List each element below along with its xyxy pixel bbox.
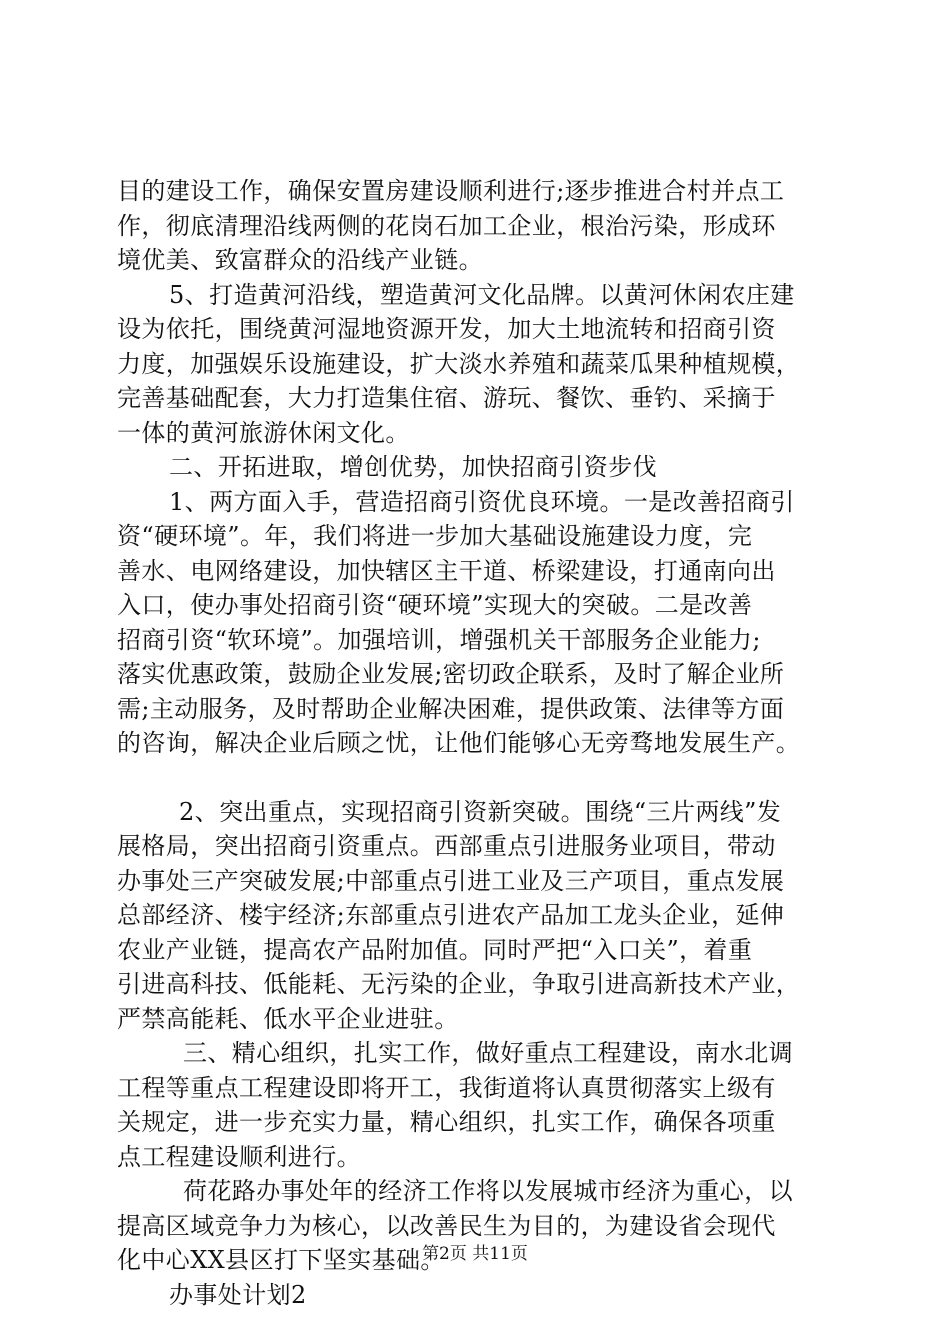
text-line: 点工程建设顺利进行。 xyxy=(117,1142,361,1171)
text-line: 设为依托，围绕黄河湿地资源开发，加大土地流转和招商引资 xyxy=(117,315,776,343)
text-line: 目的建设工作，确保安置房建设顺利进行;逐步推进合村并点工 xyxy=(117,177,785,205)
text-line: 的咨询，解决企业后顾之忧，让他们能够心无旁骛地发展生产。 xyxy=(117,729,801,757)
text-line: 作，彻底清理沿线两侧的花岗石加工企业，根治污染，形成环 xyxy=(117,211,776,240)
text-line: 招商引资“软环境”。加强培训，增强机关干部服务企业能力; xyxy=(117,625,761,654)
text-line: 需;主动服务，及时帮助企业解决困难，提供政策、法律等方面 xyxy=(117,694,785,723)
text-line: 落实优惠政策，鼓励企业发展;密切政企联系，及时了解企业所 xyxy=(117,660,785,688)
section-heading: 二、开拓进取，增创优势，加快招商引资步伐 xyxy=(169,453,657,481)
paragraph-start-line: 2、突出重点，实现招商引资新突破。围绕“三片两线”发 xyxy=(179,797,782,826)
paragraph-start-line: 荷花路办事处年的经济工作将以发展城市经济为重心，以 xyxy=(183,1177,793,1205)
text-line: 关规定，进一步充实力量，精心组织，扎实工作，确保各项重 xyxy=(117,1108,776,1136)
text-line: 资“硬环境”。年，我们将进一步加大基础设施建设力度，完 xyxy=(117,522,753,550)
text-line: 提高区域竞争力为核心，以改善民生为目的，为建设省会现代 xyxy=(117,1211,776,1240)
text-line: 办事处三产突破发展;中部重点引进工业及三产项目，重点发展 xyxy=(117,866,785,895)
text-line: 总部经济、楼宇经济;东部重点引进农产品加工龙头企业，延伸 xyxy=(117,901,785,929)
text-line: 严禁高能耗、低水平企业进驻。 xyxy=(117,1004,459,1033)
text-line: 完善基础配套，大力打造集住宿、游玩、餐饮、垂钓、采摘于 xyxy=(117,384,776,412)
text-line: 化中心XX县区打下坚实基础。 xyxy=(117,1246,445,1274)
paragraph-start-line: 1、两方面入手，营造招商引资优良环境。一是改善招商引 xyxy=(169,487,795,516)
text-line: 展格局，突出招商引资重点。西部重点引进服务业项目，带动 xyxy=(117,832,776,860)
text-line: 善水、电网络建设，加快辖区主干道、桥梁建设，打通南向出 xyxy=(117,556,776,585)
text-line: 境优美、致富群众的沿线产业链。 xyxy=(117,246,483,274)
text-line: 力度，加强娱乐设施建设，扩大淡水养殖和蔬菜瓜果种植规模， xyxy=(117,349,801,378)
paragraph-gap xyxy=(117,761,845,795)
plan-title-line: 办事处计划2 xyxy=(169,1280,307,1309)
text-line: 入口，使办事处招商引资“硬环境”实现大的突破。二是改善 xyxy=(117,591,753,619)
text-line: 工程等重点工程建设即将开工，我街道将认真贯彻落实上级有 xyxy=(117,1073,776,1102)
document-body xyxy=(117,174,845,1312)
text-line: 一体的黄河旅游休闲文化。 xyxy=(117,418,410,447)
section-heading: 三、精心组织，扎实工作，做好重点工程建设，南水北调 xyxy=(183,1039,793,1067)
text-line: 农业产业链，提高农产品附加值。同时严把“入口关”，着重 xyxy=(117,935,753,964)
page-number-footer: 第2页 共11页 xyxy=(422,1244,528,1264)
paragraph-start-line: 5、打造黄河沿线，塑造黄河文化品牌。以黄河休闲农庄建 xyxy=(169,280,795,309)
text-line: 引进高科技、低能耗、无污染的企业，争取引进高新技术产业， xyxy=(117,970,801,998)
